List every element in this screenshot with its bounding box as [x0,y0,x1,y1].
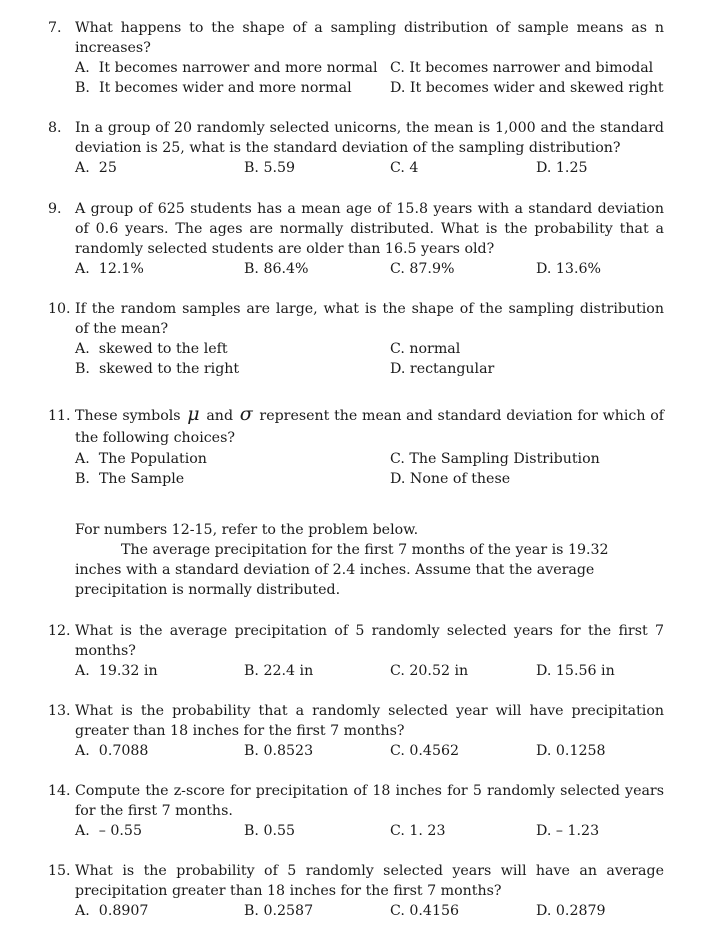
options-row [75,158,664,178]
option-a: A. It becomes narrower and more normal [75,60,378,76]
intro-problem: The average precipitation for the first 7 months of the year is 19.32 inches with a standard deviation of 2.4 inches. Assume that the average precipitation is normally distributed. [75,542,609,598]
question-text: What happens to the shape of a sampling distribution of sample means as n increases? [75,20,664,56]
question-text: Compute the z-score for precipitation of 18 inches for 5 randomly selected years for the first 7 months. [75,783,664,819]
option-c: C. normal [390,341,461,357]
question-number: 14. [48,783,71,799]
options-row [75,339,664,359]
option-b: B. 86.4% [244,261,309,277]
option-d: D. rectangular [390,361,495,377]
question-text: If the random samples are large, what is the shape of the sampling distribution of the mean? [75,301,664,337]
option-b: B. 5.59 [244,160,296,176]
option-c: C. 1. 23 [390,823,446,839]
options-row [75,661,664,681]
problem-intro [75,520,615,600]
option-a: A. – 0.55 [75,823,142,839]
options-row [75,58,664,78]
question-text: A group of 625 students has a mean age of 15.8 years with a standard deviation of 0.6 years. The ages are normally distributed. What is the probability that a randomly selected students are older than 16.5 years old? [75,201,664,257]
question-text: What is the average precipitation of 5 randomly selected years for the first 7 months? [75,623,664,659]
mu-symbol: μ [187,403,200,425]
question-number: 7. [48,20,62,36]
question-text: What is the probability that a randomly selected year will have precipitation greater than 18 inches for the first 7 months? [75,703,664,739]
question-15 [48,861,664,921]
option-a: A. 19.32 in [75,663,158,679]
option-a: A. 25 [75,160,117,176]
option-b: B. 0.8523 [244,743,314,759]
question-13 [48,701,664,761]
question-number: 12. [48,623,71,639]
option-c: C. 4 [390,160,419,176]
option-c: C. 0.4562 [390,743,460,759]
intro-heading: For numbers 12-15, refer to the problem below. [75,522,419,538]
question-number: 11. [48,408,71,424]
options-row [75,359,664,379]
option-d: D. 13.6% [536,261,601,277]
option-d: D. None of these [390,471,511,487]
option-d: D. 0.2879 [536,903,606,919]
options-row [75,78,664,98]
question-12 [48,621,664,681]
options-row [75,469,664,489]
question-9 [48,199,664,279]
option-d: D. – 1.23 [536,823,600,839]
question-14 [48,781,664,841]
options-row [75,449,664,469]
question-7 [48,18,664,98]
option-c: C. 87.9% [390,261,455,277]
option-b: B. The Sample [75,471,185,487]
option-d: D. It becomes wider and skewed right [390,80,664,96]
question-number: 10. [48,301,71,317]
option-c: C. 20.52 in [390,663,469,679]
option-b: B. skewed to the right [75,361,240,377]
question-number: 9. [48,201,62,217]
option-a: A. skewed to the left [75,341,228,357]
sigma-symbol: σ [239,403,253,425]
option-b: B. It becomes wider and more normal [75,80,352,96]
question-text: In a group of 20 randomly selected unicorns, the mean is 1,000 and the standard deviation is 25, what is the standard deviation of the sampling distribution? [75,120,664,156]
question-number: 8. [48,120,62,136]
question-text: These symbols μ and σ represent the mean and standard deviation for which of the following choices? [75,403,664,446]
option-c: C. The Sampling Distribution [390,451,600,467]
question-11 [48,405,664,489]
option-a: A. 0.7088 [75,743,149,759]
option-a: A. 12.1% [75,261,144,277]
option-b: B. 22.4 in [244,663,314,679]
option-d: D. 0.1258 [536,743,606,759]
options-row [75,901,664,921]
options-row [75,741,664,761]
option-c: C. 0.4156 [390,903,460,919]
option-d: D. 15.56 in [536,663,615,679]
option-a: A. 0.8907 [75,903,149,919]
option-a: A. The Population [75,451,207,467]
question-text: What is the probability of 5 randomly selected years will have an average precipitation greater than 18 inches for the first 7 months? [75,863,664,899]
question-number: 15. [48,863,71,879]
option-b: B. 0.2587 [244,903,314,919]
option-c: C. It becomes narrower and bimodal [390,60,654,76]
question-number: 13. [48,703,71,719]
options-row [75,821,664,841]
question-10 [48,299,664,379]
question-8 [48,118,664,178]
option-b: B. 0.55 [244,823,296,839]
options-row [75,259,664,279]
option-d: D. 1.25 [536,160,588,176]
